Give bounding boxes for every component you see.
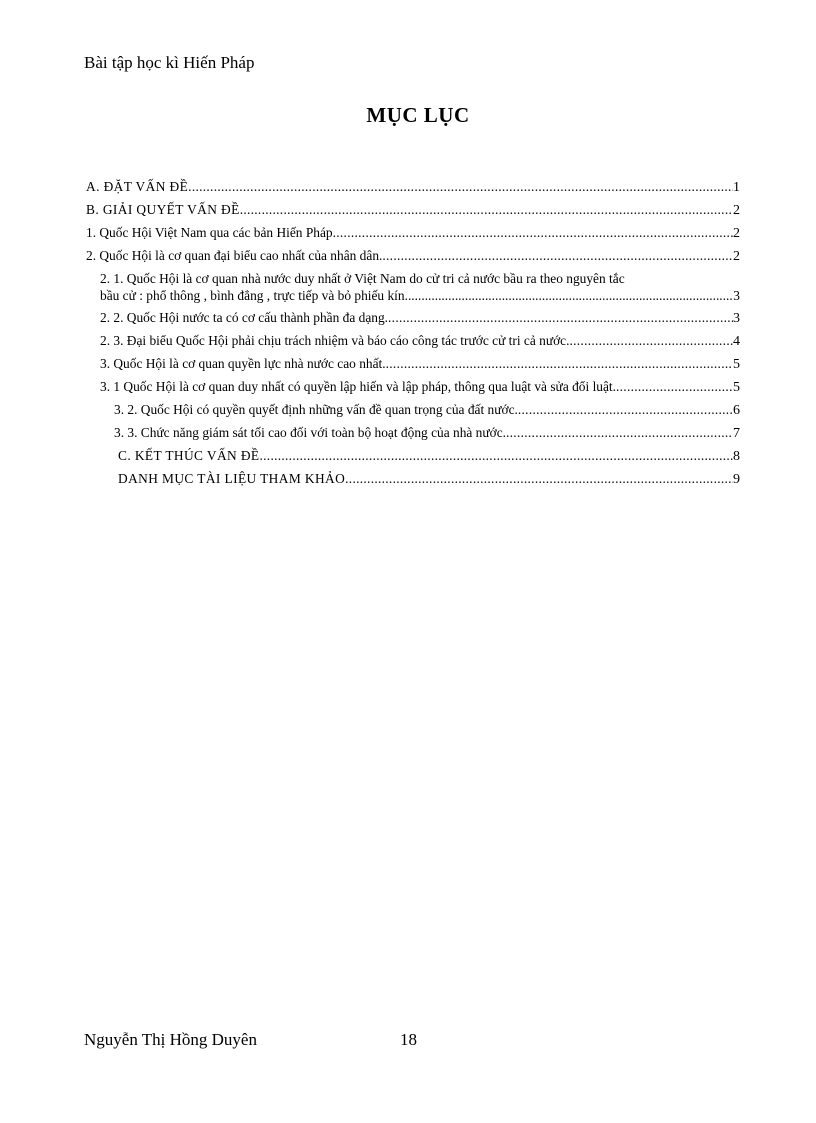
toc-entry-c[interactable] [86, 447, 740, 465]
footer-author: Nguyễn Thị Hồng Duyên [84, 1030, 257, 1049]
toc-entry-label: 2. 2. Quốc Hội nước ta có cơ cấu thành phần đa dạng. [100, 310, 389, 325]
toc-entry-label: 2. 3. Đại biểu Quốc Hội phải chịu trách nhiệm và báo cáo công tác trước cử tri cả nước. [100, 333, 570, 348]
toc-entry-page: 8 [733, 449, 740, 464]
toc-entry-3-1[interactable] [86, 378, 740, 396]
toc-leader-dots [506, 424, 733, 441]
toc-leader-dots [333, 224, 733, 241]
toc-entry-page: 5 [733, 380, 740, 395]
toc-leader-dots [188, 178, 733, 195]
toc-entry-2[interactable] [86, 247, 740, 265]
toc-entry-2-2[interactable] [86, 309, 740, 327]
toc-leader-dots [616, 378, 733, 395]
toc-entry-page: 2 [733, 203, 740, 218]
table-of-contents [86, 178, 740, 493]
toc-entry-page: 3 [733, 311, 740, 326]
toc-entry-3-3[interactable] [86, 424, 740, 442]
toc-entry-label: A. ĐẶT VẤN ĐỀ [86, 179, 189, 194]
toc-entry-label: 3. 2. Quốc Hội có quyền quyết định những vấn đề quan trọng của đất nước. [114, 402, 518, 417]
toc-entry-page: 9 [733, 472, 740, 487]
toc-entry-a[interactable] [86, 178, 740, 196]
toc-entry-page: 4 [733, 334, 740, 349]
toc-entry-label: B. GIẢI QUYẾT VẤN ĐỀ [86, 202, 240, 217]
toc-leader-dots [382, 247, 733, 264]
toc-leader-dots [386, 355, 733, 372]
toc-entry-page: 6 [733, 403, 740, 418]
toc-entry-3-2[interactable] [86, 401, 740, 419]
toc-entry-page: 7 [733, 426, 740, 441]
page-title: MỤC LỤC [366, 103, 470, 127]
toc-leader-dots [260, 447, 734, 464]
toc-entry-page: 3 [733, 288, 740, 303]
toc-entry-label: 2. 1. Quốc Hội là cơ quan nhà nước duy nhất ở Việt Nam do cử tri cả nước bầu ra theo nguyên tắc [100, 271, 625, 286]
toc-leader-dots [388, 309, 733, 326]
toc-entry-references[interactable] [86, 470, 740, 488]
toc-leader-dots [408, 287, 733, 304]
toc-entry-label: 3. Quốc Hội là cơ quan quyền lực nhà nước cao nhất. [100, 356, 386, 371]
toc-leader-dots [345, 470, 733, 487]
toc-entry-label: 1. Quốc Hội Việt Nam qua các bản Hiến Pháp [86, 225, 333, 240]
footer-page-number: 18 [400, 1030, 417, 1049]
toc-entry-label: DANH MỤC TÀI LIỆU THAM KHẢO [118, 471, 346, 486]
toc-entry-label: C. KẾT THÚC VẤN ĐỀ [118, 448, 260, 463]
toc-entry-page: 5 [733, 357, 740, 372]
toc-entry-page: 1 [733, 180, 740, 195]
toc-leader-dots [569, 332, 733, 349]
toc-entry-3[interactable] [86, 355, 740, 373]
toc-entry-label-continued: bầu cử : phổ thông , bình đẳng , trực tiếp và bỏ phiếu kín. [100, 288, 408, 303]
toc-entry-page: 2 [733, 226, 740, 241]
toc-entry-page: 2 [733, 249, 740, 264]
toc-entry-2-3[interactable] [86, 332, 740, 350]
toc-entry-2-1[interactable] [86, 270, 740, 304]
toc-entry-label: 3. 3. Chức năng giám sát tối cao đối với toàn bộ hoạt động của nhà nước. [114, 425, 507, 440]
toc-leader-dots [518, 401, 733, 418]
toc-entry-b[interactable] [86, 201, 740, 219]
toc-entry-1[interactable] [86, 224, 740, 242]
toc-leader-dots [240, 201, 733, 218]
toc-entry-label: 3. 1 Quốc Hội là cơ quan duy nhất có quyền lập hiến và lập pháp, thông qua luật và sửa đổi luật. [100, 379, 616, 394]
running-header: Bài tập học kì Hiến Pháp [84, 53, 255, 72]
toc-entry-label: 2. Quốc Hội là cơ quan đại biểu cao nhất của nhân dân. [86, 248, 383, 263]
